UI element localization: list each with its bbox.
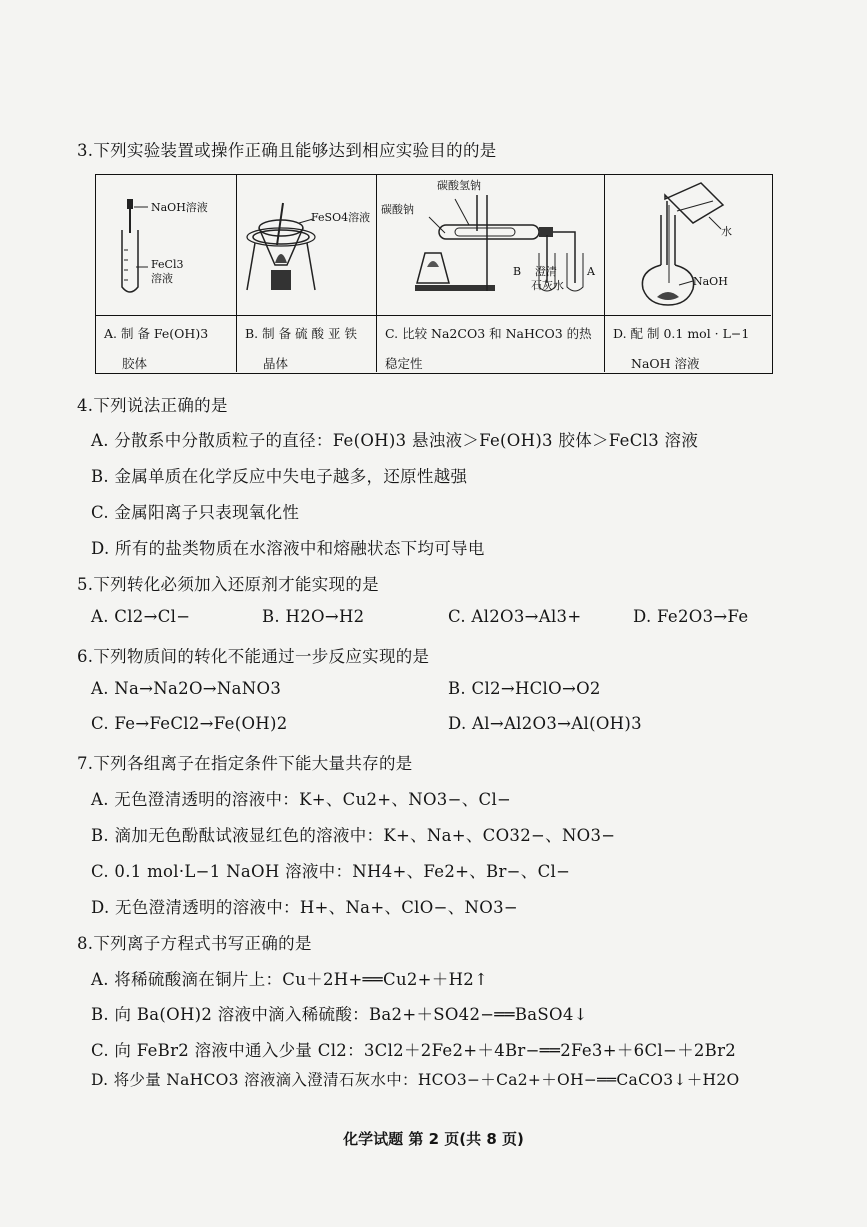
q5-option-a: A. Cl2→Cl− <box>91 607 191 626</box>
label-limewater: 石灰水 <box>531 279 564 292</box>
caption-b-line1: B. 制 备 硫 酸 亚 铁 <box>245 326 357 341</box>
q3-apparatus-table <box>95 174 773 374</box>
caption-a-line2: 胶体 <box>122 356 148 371</box>
label-sodium-carbonate: 碳酸钠 <box>381 203 414 216</box>
q4-stem: 4.下列说法正确的是 <box>77 396 228 415</box>
volumetric-flask-diagram <box>605 175 771 315</box>
q6-option-a: A. Na→Na2O→NaNO3 <box>91 679 282 698</box>
q3-cell-d <box>605 175 771 372</box>
label-clear: 澄清 <box>535 265 557 278</box>
q8-option-c: C. 向 FeBr2 溶液中通入少量 Cl2：3Cl2＋2Fe2+＋4Br−══2Fe3+＋6Cl−＋2Br2 <box>91 1041 737 1060</box>
q7-option-c: C. 0.1 mol·L−1 NaOH 溶液中：NH4+、Fe2+、Br−、Cl− <box>91 862 571 881</box>
q3-caption-a <box>96 315 236 379</box>
q3-cell-b <box>237 175 377 372</box>
evaporation-diagram <box>237 175 377 315</box>
q6-option-d: D. Al→Al2O3→Al(OH)3 <box>448 714 642 733</box>
q8-option-b: B. 向 Ba(OH)2 溶液中滴入稀硫酸：Ba2+＋SO42−══BaSO4↓ <box>91 1005 588 1024</box>
q7-option-b: B. 滴加无色酚酞试液显红色的溶液中：K+、Na+、CO32−、NO3− <box>91 826 616 845</box>
q3-cell-a <box>96 175 237 372</box>
q3-stem: 3.下列实验装置或操作正确且能够达到相应实验目的的是 <box>77 141 497 160</box>
caption-c-line2: 稳定性 <box>385 356 423 371</box>
q4-option-d: D. 所有的盐类物质在水溶液中和熔融状态下均可导电 <box>91 539 485 558</box>
label-naoh-solution: NaOH溶液 <box>151 201 208 214</box>
q8-stem: 8.下列离子方程式书写正确的是 <box>77 934 312 953</box>
caption-c-line1: C. 比较 Na2CO3 和 NaHCO3 的热 <box>385 326 592 341</box>
caption-d-line2: NaOH 溶液 <box>631 356 700 371</box>
label-water: 水 <box>721 225 732 238</box>
q6-option-c: C. Fe→FeCl2→Fe(OH)2 <box>91 714 288 733</box>
q6-option-b: B. Cl2→HClO→O2 <box>448 679 601 698</box>
q5-option-c: C. Al2O3→Al3+ <box>448 607 582 626</box>
label-solution: 溶液 <box>151 272 173 285</box>
page-footer: 化学试题 第 2 页(共 8 页) <box>343 1130 524 1148</box>
q3-cell-c <box>377 175 605 372</box>
label-fecl3: FeCl3 <box>151 258 184 271</box>
q3-caption-d <box>605 315 771 379</box>
label-feso4-solution: FeSO4溶液 <box>311 211 371 224</box>
label-naoh: NaOH <box>693 275 728 288</box>
caption-d-line1: D. 配 制 0.1 mol · L−1 <box>613 326 750 341</box>
q8-option-a: A. 将稀硫酸滴在铜片上：Cu＋2H+══Cu2+＋H2↑ <box>91 970 489 989</box>
q4-option-b: B. 金属单质在化学反应中失电子越多，还原性越强 <box>91 467 468 486</box>
q5-stem: 5.下列转化必须加入还原剂才能实现的是 <box>77 575 379 594</box>
q3-caption-b <box>237 315 376 379</box>
label-tube-a: A <box>587 265 595 278</box>
caption-a-line1: A. 制 备 Fe(OH)3 <box>104 326 209 341</box>
label-sodium-bicarbonate: 碳酸氢钠 <box>437 179 481 192</box>
q4-option-c: C. 金属阳离子只表现氧化性 <box>91 503 300 522</box>
dropper-test-tube-diagram <box>96 175 236 315</box>
q7-option-d: D. 无色澄清透明的溶液中：H+、Na+、ClO−、NO3− <box>91 898 518 917</box>
q3-caption-c <box>377 315 604 379</box>
q7-option-a: A. 无色澄清透明的溶液中：K+、Cu2+、NO3−、Cl− <box>91 790 512 809</box>
q6-stem: 6.下列物质间的转化不能通过一步反应实现的是 <box>77 647 430 666</box>
caption-b-line2: 晶体 <box>263 356 289 371</box>
q7-stem: 7.下列各组离子在指定条件下能大量共存的是 <box>77 754 413 773</box>
q5-option-b: B. H2O→H2 <box>262 607 365 626</box>
q4-option-a: A. 分散系中分散质粒子的直径：Fe(OH)3 悬浊液＞Fe(OH)3 胶体＞FeCl3 溶液 <box>91 431 699 450</box>
label-tube-b: B <box>513 265 522 278</box>
q8-option-d: D. 将少量 NaHCO3 溶液滴入澄清石灰水中：HCO3−＋Ca2+＋OH−══CaCO3↓＋H2O <box>91 1071 740 1089</box>
q5-option-d: D. Fe2O3→Fe <box>633 607 749 626</box>
thermal-stability-diagram <box>377 175 605 315</box>
